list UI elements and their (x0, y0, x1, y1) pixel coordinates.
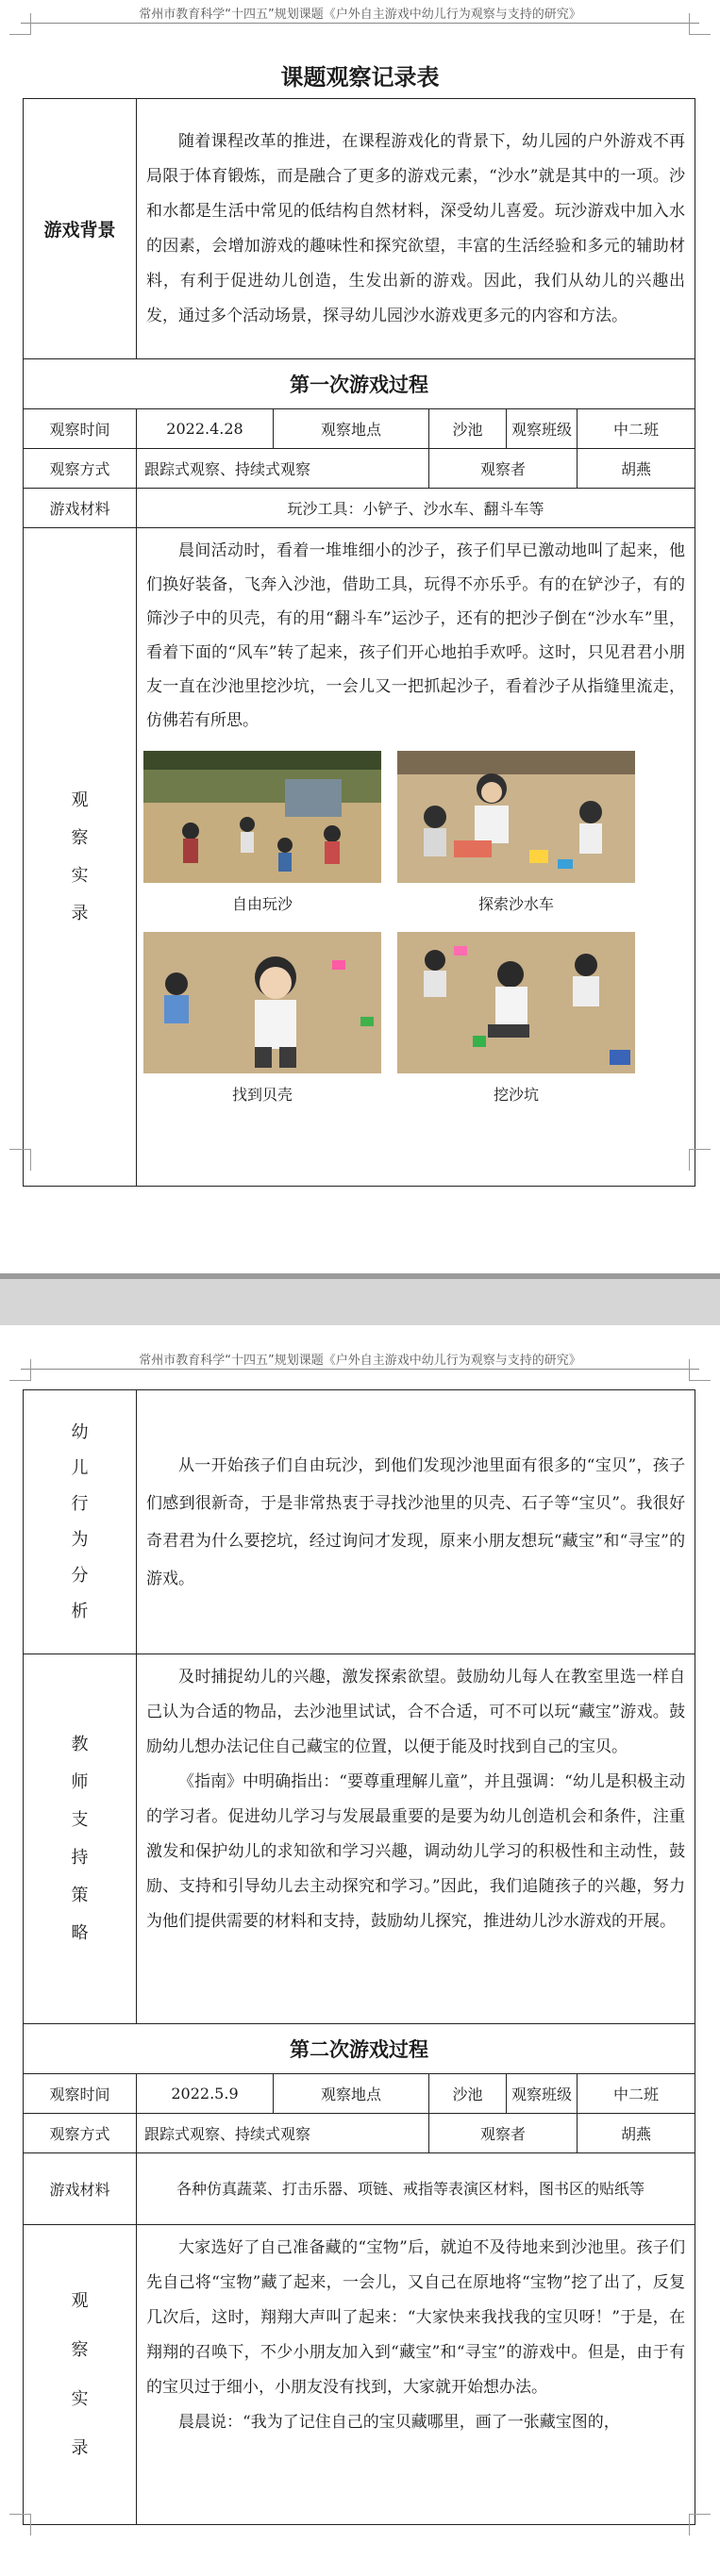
material-label: 游戏材料 (24, 2153, 137, 2225)
photo-free-play (143, 751, 381, 883)
photo-find-shell-image (143, 932, 381, 1073)
session2-record-row (24, 2225, 695, 2525)
observer-label: 观察者 (429, 449, 578, 489)
record-table-1 (23, 98, 695, 1187)
place-label: 观察地点 (274, 409, 429, 449)
crop-mark (689, 13, 711, 35)
strategy-label-char: 略 (71, 1922, 89, 1943)
page-title: 课题观察记录表 (280, 64, 440, 91)
method-value: 跟踪式观察、持续式观察 (137, 449, 429, 489)
analysis-label-char: 为 (71, 1529, 89, 1550)
place-value: 沙池 (429, 2074, 507, 2114)
photo-free-play-image (143, 751, 381, 883)
record-text-2: 晨晨说：“我为了记住自己的宝贝藏哪里，画了一张藏宝图的， (178, 2413, 620, 2432)
crop-mark (9, 1359, 31, 1381)
session1-material-row (24, 489, 695, 528)
analysis-label-char: 幼 (71, 1421, 89, 1442)
class-value: 中二班 (578, 2074, 695, 2114)
strategy-text-1: 及时捕捉幼儿的兴趣，激发探索欲望。鼓励幼儿每人在教室里选一样自己认为合适的物品，去沙池里试试，合不合适，可不可以玩“藏宝”游戏。鼓励幼儿想办法记住自己藏宝的位置，以便于能及时找到自己的宝贝。 (146, 1668, 686, 1756)
record-label-char: 观 (71, 789, 89, 810)
page-header: 常州市教育科学“十四五”规划课题《户外自主游戏中幼儿行为观察与支持的研究》 (139, 8, 581, 22)
page-header: 常州市教育科学“十四五”规划课题《户外自主游戏中幼儿行为观察与支持的研究》 (139, 1354, 581, 1368)
caption-find-shell: 找到贝壳 (231, 1086, 293, 1104)
caption-free-play: 自由玩沙 (231, 895, 293, 913)
observer-value: 胡燕 (578, 449, 695, 489)
record-label-char: 实 (71, 2388, 89, 2409)
observer-label: 观察者 (429, 2114, 578, 2153)
time-label: 观察时间 (24, 409, 137, 449)
caption-sand-water-wheel: 探索沙水车 (477, 895, 554, 913)
header-rule (21, 23, 699, 24)
material-value: 各种仿真蔬菜、打击乐器、项链、戒指等表演区材料，图书区的贴纸等 (137, 2153, 695, 2225)
material-value: 玩沙工具：小铲子、沙水车、翻斗车等 (137, 489, 695, 528)
analysis-label-char: 分 (71, 1565, 89, 1586)
session2-info-row (24, 2074, 695, 2114)
time-value: 2022.5.9 (137, 2074, 274, 2114)
analysis-text: 从一开始孩子们自由玩沙，到他们发现沙池里面有很多的“宝贝”，孩子们感到很新奇，于是非常热衷于寻找沙池里的贝壳、石子等“宝贝”。我很好奇君君为什么要挖坑，经过询问才发现，原来小朋友想玩“藏宝”和“寻宝”的游戏。 (146, 1455, 686, 1588)
method-label: 观察方式 (24, 449, 137, 489)
analysis-label-char: 行 (71, 1493, 89, 1514)
strategy-label-char: 策 (71, 1885, 89, 1905)
session1-heading-row (24, 359, 695, 409)
class-label: 观察班级 (507, 2074, 578, 2114)
strategy-label-char: 教 (71, 1734, 89, 1754)
class-value: 中二班 (578, 409, 695, 449)
crop-mark (689, 2514, 711, 2535)
photo-dig-pit-image (397, 932, 635, 1073)
page-2 (0, 1325, 720, 2576)
photo-grid (137, 743, 695, 1111)
record-label-char: 观 (71, 2290, 89, 2311)
observer-value: 胡燕 (578, 2114, 695, 2153)
place-label: 观察地点 (274, 2074, 429, 2114)
record-label-char: 录 (71, 903, 89, 923)
record-label-char: 实 (71, 865, 89, 886)
crop-mark (9, 2514, 31, 2535)
photo-sand-water-wheel (397, 751, 635, 883)
record-label-char: 录 (71, 2437, 89, 2458)
class-label: 观察班级 (507, 409, 578, 449)
record-table-2 (23, 1389, 695, 2525)
record-label-char: 察 (71, 2339, 89, 2360)
analysis-row (24, 1390, 695, 1654)
session1-record-row (24, 528, 695, 1187)
strategy-label-char: 持 (71, 1847, 89, 1868)
crop-mark (689, 1359, 711, 1381)
record-label (24, 2225, 137, 2525)
place-value: 沙池 (429, 409, 507, 449)
session2-heading-row (24, 2024, 695, 2074)
strategy-label-char: 师 (71, 1771, 89, 1792)
session1-info-row (24, 409, 695, 449)
analysis-label-char: 儿 (71, 1457, 89, 1478)
material-label: 游戏材料 (24, 489, 137, 528)
photo-sand-water-wheel-image (397, 751, 635, 883)
analysis-label-char: 析 (71, 1601, 89, 1621)
photo-dig-pit (397, 932, 635, 1073)
crop-mark (689, 1149, 711, 1171)
analysis-label (24, 1390, 137, 1654)
time-label: 观察时间 (24, 2074, 137, 2114)
record-text: 晨间活动时，看着一堆堆细小的沙子，孩子们早已激动地叫了起来，他们换好装备，飞奔入沙池，借助工具，玩得不亦乐乎。有的在铲沙子，有的筛沙子中的贝壳，有的用“翻斗车”运沙子，还有的把沙子倒在“沙水车”里，看着下面的“风车”转了起来，孩子们开心地拍手欢呼。这时，只见君君小朋友一直在沙池里挖沙坑，一会儿又一把抓起沙子，看着沙子从指缝里流走，仿佛若有所思。 (146, 541, 686, 730)
method-value: 跟踪式观察、持续式观察 (137, 2114, 429, 2153)
crop-mark (9, 13, 31, 35)
record-text-1: 大家选好了自己准备藏的“宝物”后，就迫不及待地来到沙池里。孩子们先自己将“宝物”藏了起来，一会儿，又自己在原地将“宝物”挖了出了，反复几次后，这时，翔翔大声叫了起来：“大家快来我找我的宝贝呀！”于是，在翔翔的召唤下，不少小朋友加入到“藏宝”和“寻宝”的游戏中。但是，由于有的宝贝过于细小，小朋友没有找到，大家就开始想办法。 (146, 2238, 686, 2397)
header-rule (21, 1369, 699, 1370)
background-text: 随着课程改革的推进，在课程游戏化的背景下，幼儿园的户外游戏不再局限于体育锻炼，而是融合了更多的游戏元素，“沙水”就是其中的一项。沙和水都是生活中常见的低结构自然材料，深受幼儿喜爱。玩沙游戏中加入水的因素，会增加游戏的趣味性和探究欲望，丰富的生活经验和多元的辅助材料，有利于促进幼儿创造，生发出新的游戏。因此，我们从幼儿的兴趣出发，通过多个活动场景，探寻幼儿园沙水游戏更多元的内容和方法。 (146, 131, 686, 325)
strategy-row (24, 1654, 695, 2024)
record-label-char: 察 (71, 827, 89, 848)
strategy-label (24, 1654, 137, 2024)
strategy-label-char: 支 (71, 1809, 89, 1830)
background-label: 游戏背景 (24, 99, 137, 359)
session2-heading: 第二次游戏过程 (24, 2024, 695, 2074)
background-row (24, 99, 695, 359)
session1-heading: 第一次游戏过程 (24, 359, 695, 409)
strategy-text-2: 《指南》中明确指出：“要尊重理解儿童”，并且强调：“幼儿是积极主动的学习者。促进幼儿学习与发展最重要的是要为幼儿创造机会和条件，注重激发和保护幼儿的求知欲和学习兴趣，调动幼儿学习的积极性和主动性，鼓励、支持和引导幼儿去主动探究和学习。”因此，我们追随孩子的兴趣，努力为他们提供需要的材料和支持，鼓励幼儿探究，推进幼儿沙水游戏的开展。 (146, 1772, 686, 1931)
crop-mark (9, 1149, 31, 1171)
photo-find-shell (143, 932, 381, 1073)
caption-dig-pit: 挖沙坑 (493, 1086, 539, 1104)
session2-method-row (24, 2114, 695, 2153)
session2-material-row (24, 2153, 695, 2225)
session1-method-row (24, 449, 695, 489)
method-label: 观察方式 (24, 2114, 137, 2153)
page-separator (0, 1273, 720, 1325)
record-label (24, 528, 137, 1187)
page-1 (0, 0, 720, 1273)
time-value: 2022.4.28 (137, 409, 274, 449)
